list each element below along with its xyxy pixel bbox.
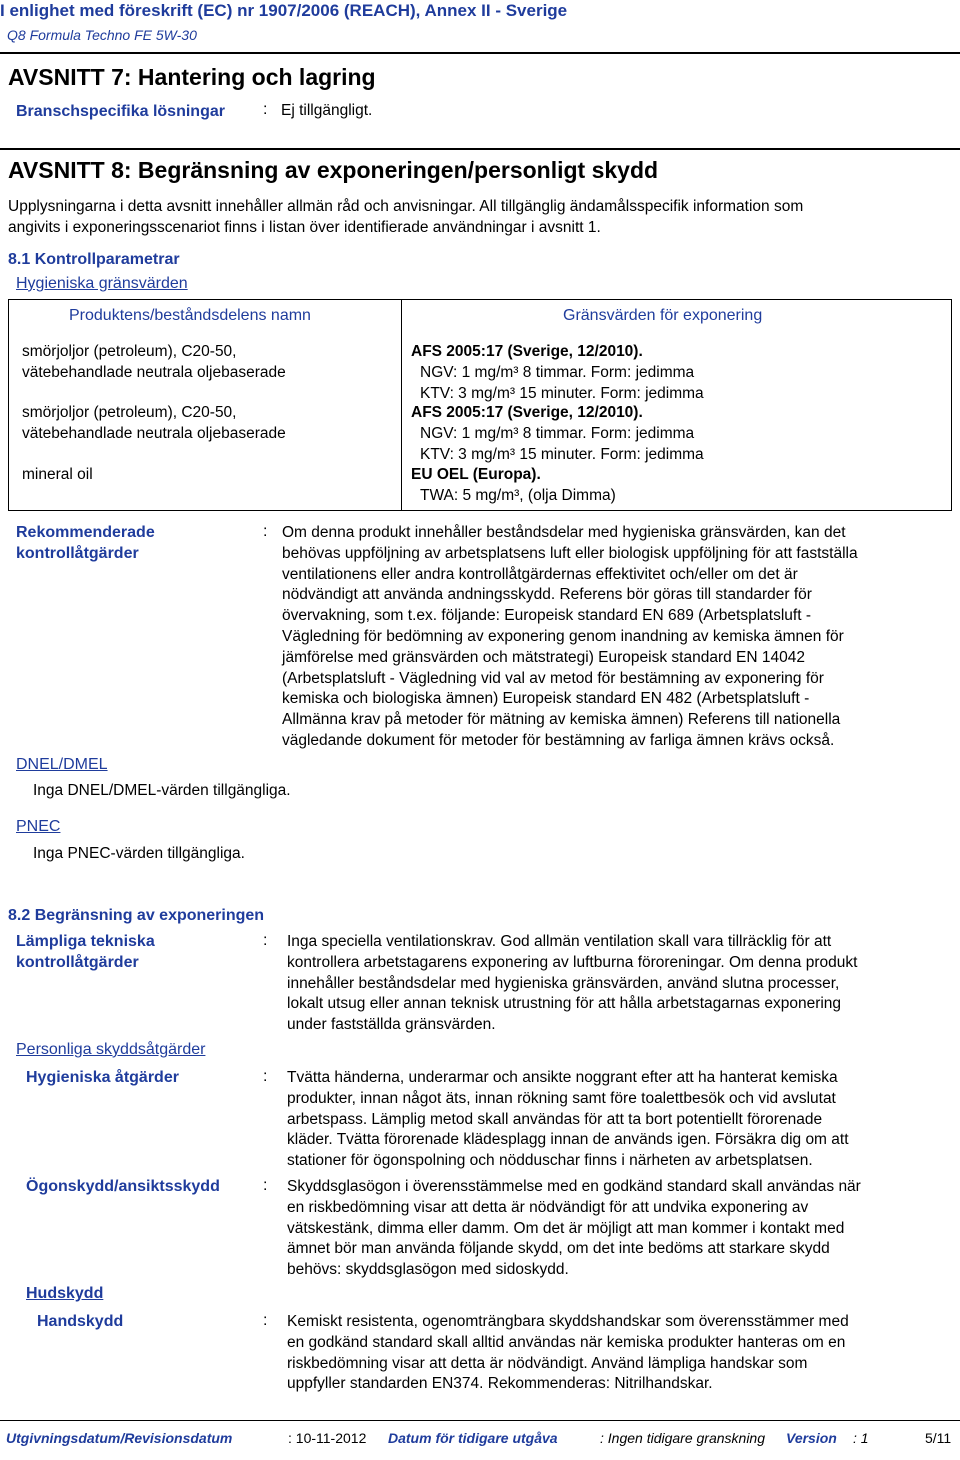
table-column-divider [401, 299, 402, 511]
pnec-heading: PNEC [16, 818, 61, 835]
dnel-dmel-heading: DNEL/DMEL [16, 756, 108, 773]
footer-version-value: : 1 [853, 1430, 869, 1446]
pnec-text: Inga PNEC-värden tillgängliga. [33, 845, 245, 862]
footer-version-label: Version [786, 1430, 837, 1446]
technical-controls-label: Lämpliga tekniska kontrollåtgärder [16, 933, 155, 971]
footer-date-value: : 10-11-2012 [288, 1430, 367, 1446]
section7-colon: : [263, 101, 268, 118]
product-name: Q8 Formula Techno FE 5W-30 [7, 27, 197, 43]
recommended-controls-colon: : [263, 523, 268, 540]
subsection-8-1-heading: 8.1 Kontrollparametrar [8, 251, 180, 268]
hand-protection-text: Kemiskt resistenta, ogenomträngbara skyddshandskar som överensstämmer med en godkänd standard skall alltid användas när kemiska produkter hanteras om en riskbedömning visar att detta är nödvändigt. Använd lämpliga handskar som uppfyller standarden EN374. Rekommenderas: Nitrilhandskar. [287, 1313, 849, 1393]
technical-controls-text: Inga speciella ventilationskrav. God allmän ventilation skall vara tillräcklig för att kontrollera arbetstagarens exponering av luftburna föroreningar. Om denna produkt innehåller beståndsdelar med hygieniska gränsvärden, använd slutna processer, lokalt utsug eller annan teknisk utrustning för att hålla arbetstagarnas exponering under fastställda gränsvärden. [287, 933, 858, 1034]
section7-title: AVSNITT 7: Hantering och lagring [8, 64, 376, 90]
footer-page-number: 5/11 [925, 1430, 952, 1446]
table-row-2-limits: AFS 2005:17 (Sverige, 12/2010). NGV: 1 mg/m³ 8 timmar. Form: jedimma KTV: 3 mg/m³ 15 minuter. Form: jedimma [411, 404, 704, 463]
eye-protection-colon: : [263, 1177, 268, 1194]
eye-protection-label: Ögonskydd/ansiktsskydd [26, 1178, 220, 1195]
footer-prev-label: Datum för tidigare utgåva [388, 1430, 558, 1446]
table-header-limits: Gränsvärden för exponering [563, 307, 763, 324]
hygiene-measures-label: Hygieniska åtgärder [26, 1069, 179, 1086]
footer-prev-value: : Ingen tidigare granskning [600, 1430, 765, 1446]
section8-intro: Upplysningarna i detta avsnitt innehåller allmän råd och anvisningar. All tillgänglig ändamålsspecifik information som angivits i exponeringsscenariot finns i listan över identifierade användningar i avsnitt 1. [8, 198, 804, 236]
table-row-3-name: mineral oil [22, 466, 93, 483]
footer-divider [0, 1420, 960, 1421]
technical-controls-colon: : [263, 932, 268, 949]
section8-title: AVSNITT 8: Begränsning av exponeringen/personligt skydd [8, 157, 659, 183]
section7-label: Branschspecifika lösningar [16, 103, 225, 120]
hygiene-measures-text: Tvätta händerna, underarmar och ansikte noggrant efter att ha hanterat kemiska produkter, innan något äts, innan rökning samt före toalettbesök och vid avslutat arbetspass. Lämplig metod skall användas för att ta bort potentiellt förorenade kläder. Tvätta förorenade klädesplagg innan de används igen. Försäkra dig om att stationer för ögonspolning och nödduschar finns i närheten av arbetsplatsen. [287, 1069, 849, 1170]
recommended-controls-label: Rekommenderade kontrollåtgärder [16, 524, 155, 562]
table-row-2-name: smörjoljor (petroleum), C20-50, vätebehandlade neutrala oljebaserade [22, 404, 286, 442]
eye-protection-text: Skyddsglasögon i överensstämmelse med en godkänd standard skall användas när en riskbedömning visar att detta är nödvändigt för att undvika exponering av vätskestänk, dimma eller damm. Om det är möjligt att man kommer i kontakt med ämnet bör man använda följande skydd, om det inte bedöms att starkare skydd behövs: skyddsglasögon med sidoskydd. [287, 1178, 861, 1279]
section7-divider [0, 148, 960, 150]
hygienic-limits-heading: Hygieniska gränsvärden [16, 275, 188, 292]
hygiene-measures-colon: : [263, 1068, 268, 1085]
hand-protection-colon: : [263, 1312, 268, 1329]
dnel-dmel-text: Inga DNEL/DMEL-värden tillgängliga. [33, 782, 291, 799]
subsection-8-2-heading: 8.2 Begränsning av exponeringen [8, 907, 265, 924]
footer-date-label: Utgivningsdatum/Revisionsdatum [6, 1430, 233, 1446]
skin-protection-heading: Hudskydd [26, 1285, 104, 1302]
recommended-controls-text: Om denna produkt innehåller beståndsdelar med hygieniska gränsvärden, kan det behövas uppföljning av arbetsplatsens luft eller biologisk uppföljning för att fastställa ventilationens eller andra kontrollåtgärdernas effektivitet och/eller om det är nödvändigt att använda andningsskydd. Referens bör göras till standarder för övervakning, som t.ex. följande: Europeisk standard EN 689 (Arbetsplatsluft - Vägledning för bedömning av exponering genom inandning av kemiska ämnen för jämförelse med gränsvärden och mätstrategi) Europeisk standard EN 14042 (Arbetsplatsluft - Vägledning vid val av metod för bestämning av exponering för kemiska och biologiska ämnen) Europeisk standard EN 482 (Arbetsplatsluft - Allmänna krav på metoder för mätning av kemiska ämnen) Referens till nationella vägledande dokument för metoder för bestämning av farliga ämnen krävs också. [282, 524, 858, 749]
personal-protection-heading: Personliga skyddsåtgärder [16, 1041, 206, 1058]
table-row-1-name: smörjoljor (petroleum), C20-50, vätebehandlade neutrala oljebaserade [22, 343, 286, 381]
header-divider [0, 52, 960, 54]
table-row-1-limits: AFS 2005:17 (Sverige, 12/2010). NGV: 1 mg/m³ 8 timmar. Form: jedimma KTV: 3 mg/m³ 15 minuter. Form: jedimma [411, 343, 704, 402]
table-row-3-limits: EU OEL (Europa). TWA: 5 mg/m³, (olja Dimma) [411, 466, 616, 504]
section7-value: Ej tillgängligt. [281, 102, 373, 119]
hand-protection-label: Handskydd [37, 1313, 124, 1330]
table-header-name: Produktens/beståndsdelens namn [69, 307, 311, 324]
document-regulation-title: I enlighet med föreskrift (EC) nr 1907/2006 (REACH), Annex II - Sverige [0, 1, 568, 20]
